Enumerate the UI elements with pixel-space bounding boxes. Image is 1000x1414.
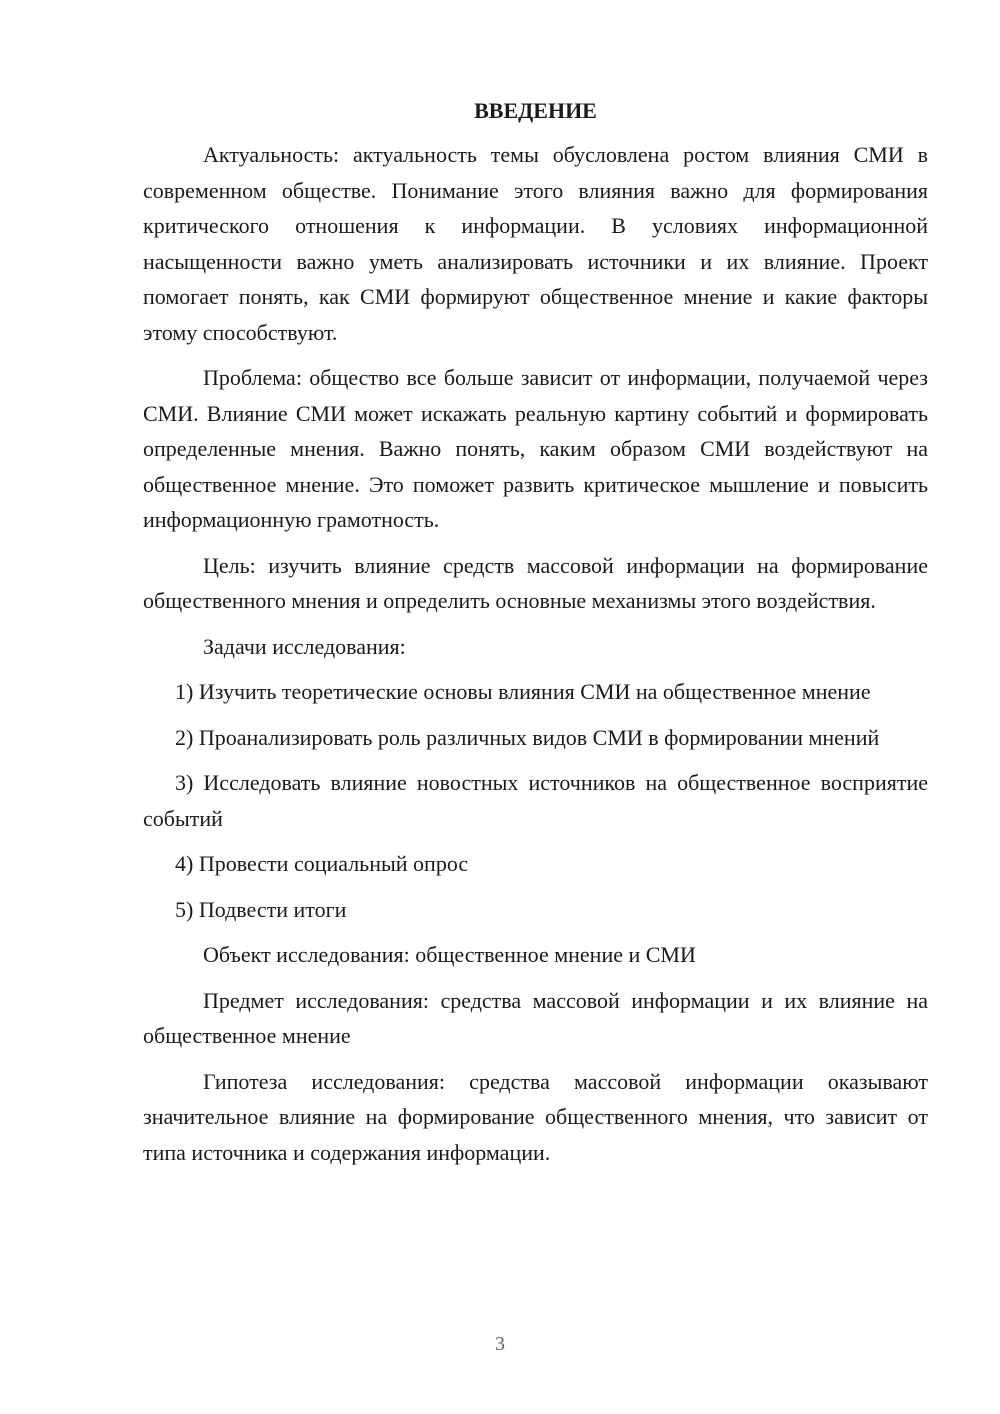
relevance-paragraph: Актуальность: актуальность темы обусловлена ростом влияния СМИ в современном обществе. Понимание этого влияния важно для формирования критического отношения к информации. В условиях информационной насыщенности важно уметь анализировать источники и их влияние. Проект помогает понять, как СМИ формируют общественное мнение и какие факторы этому способствуют. [143, 142, 928, 345]
tasks-heading: Задачи исследования: [203, 633, 406, 659]
research-subject: Предмет исследования: средства массовой информации и их влияние на общественное мнение [143, 987, 928, 1048]
research-object: Объект исследования: общественное мнение и СМИ [203, 942, 696, 967]
research-hypothesis: Гипотеза исследования: средства массовой информации оказывают значительное влияние на формирование общественного мнения, что зависит от типа источника и содержания информации. [143, 1068, 928, 1165]
task-item-2: 2) Проанализировать роль различных видов СМИ в формировании мнений [175, 724, 880, 750]
task-item-3: 3) Исследовать влияние новостных источников на общественное восприятие событий [143, 770, 928, 831]
problem-paragraph: Проблема: общество все больше зависит от информации, получаемой через СМИ. Влияние СМИ может искажать реальную картину событий и формировать определенные мнения. Важно понять, каким образом СМИ воздействуют на общественное мнение. Это поможет развить критическое мышление и повысить информационную грамотность. [143, 365, 928, 532]
task-item-1: 1) Изучить теоретические основы влияния СМИ на общественное мнение [175, 679, 871, 704]
task-item-4: 4) Провести социальный опрос [175, 851, 469, 876]
goal-paragraph: Цель: изучить влияние средств массовой информации на формирование общественного мнения и определить основные механизмы этого воздействия. [143, 552, 928, 613]
document-page [143, 95, 928, 1180]
page-title: ВВЕДЕНИЕ [474, 98, 597, 123]
page-number: 3 [495, 1333, 505, 1355]
task-item-5: 5) Подвести итоги [175, 896, 347, 922]
